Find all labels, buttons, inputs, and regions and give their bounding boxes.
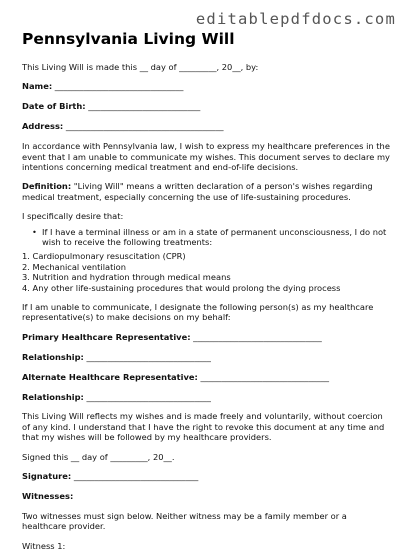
signed-line: Signed this __ day of _________, 20__. [22,451,175,462]
relationship-2-field[interactable] [22,392,390,402]
voluntary-paragraph: This Living Will reflects my wishes and is made freely and voluntarily, without coercion of any kind. I understand that I have the right to revoke this document at any time and that my wishes will be followed by my healthcare providers. [22,411,385,443]
name-blank[interactable]: _______________________________ [52,81,184,92]
primary-rep-field[interactable] [22,332,390,342]
desire-list [22,227,390,248]
treatment-item: 3. Nutrition and hydration through medical means [22,272,231,283]
desire-intro: I specifically desire that: [22,211,124,222]
signature-label: Signature: [22,471,72,482]
treatment-item: 2. Mechanical ventilation [22,261,126,272]
relationship-2-blank[interactable]: ______________________________ [83,391,211,402]
address-field[interactable] [22,121,390,131]
treatment-item: 4. Any other life-sustaining procedures that would prolong the dying process [22,282,341,293]
intent-paragraph: In accordance with Pennsylvania law, I wish to express my healthcare preferences in the event that I am unable to communicate my wishes. This document serves to declare my intentions concerning medical treatment and end-of-life decisions. [22,141,390,172]
dob-field[interactable] [22,101,390,111]
name-field[interactable] [22,81,390,91]
name-label: Name: [22,81,53,92]
witnesses-paragraph: Two witnesses must sign below. Neither witness may be a family member or a healthcare provider. [22,510,347,532]
alternate-rep-blank[interactable]: _______________________________ [197,371,330,382]
signature-blank[interactable]: ______________________________ [71,471,199,482]
alternate-rep-field[interactable] [22,372,390,382]
signature-field[interactable] [22,471,390,481]
document-page [22,30,390,560]
address-label: Address: [22,121,64,132]
primary-rep-blank[interactable]: _______________________________ [190,331,322,342]
dob-label: Date of Birth: [22,101,86,112]
alternate-rep-label: Alternate Healthcare Representative: [22,371,198,382]
definition-label: Definition: [22,181,72,192]
definition-text: "Living Will" means a written declaration of a person's wishes regarding medical treatment, especially concerning the use of life-sustaining procedures. [22,181,373,202]
desire-bullet: • If I have a terminal illness or am in a state of permanent unconsciousness, I do not wish to receive the following treatments: [42,227,390,248]
intro-line: This Living Will is made this __ day of _________, 20__, by: [22,62,259,72]
treatments-list [22,251,390,293]
treatment-item: 1. Cardiopulmonary resuscitation (CPR) [22,251,186,262]
relationship-2-label: Relationship: [22,391,84,402]
witness-1-label: Witness 1: [22,540,66,551]
dob-blank[interactable]: ___________________________ [85,101,201,112]
document-title: Pennsylvania Living Will [22,30,235,48]
primary-rep-label: Primary Healthcare Representative: [22,331,191,342]
witnesses-heading: Witnesses: [22,490,74,501]
relationship-1-blank[interactable]: ______________________________ [83,351,211,362]
relationship-1-label: Relationship: [22,351,84,362]
definition-paragraph [22,181,390,202]
site-watermark: editablepdfdocs.com [195,10,396,28]
representative-intro: If I am unable to communicate, I designate the following person(s) as my healthcare representative(s) to make decisions on my behalf: [22,302,374,323]
relationship-1-field[interactable] [22,352,390,362]
address-blank[interactable]: ______________________________________ [63,121,224,132]
